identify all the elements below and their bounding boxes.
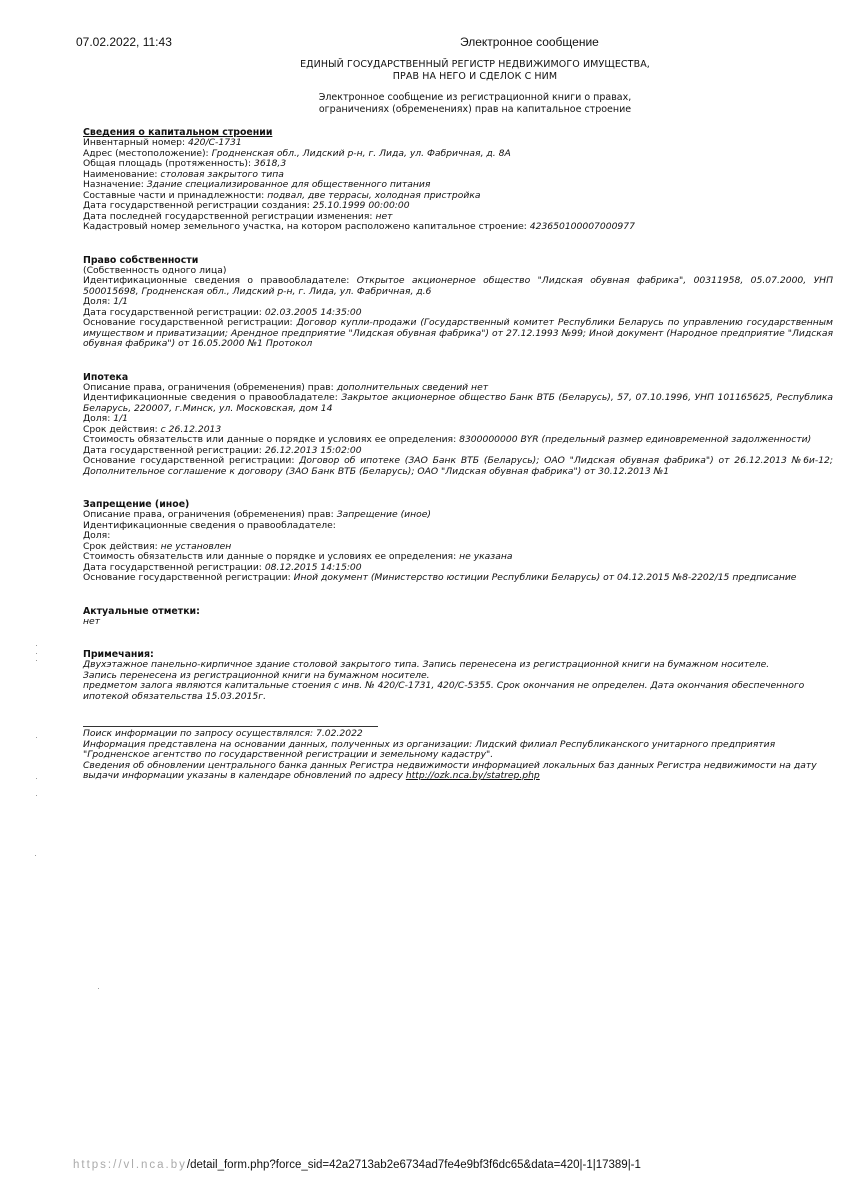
field-value: Открытое акционерное общество "Лидская обувная фабрика", 00311958, 05.07.2000, УНП 500015698, Гродненская обл., Лидский р-н, г. Лида, ул. Фабричная, д.6 — [83, 275, 833, 297]
section-mortgage — [83, 372, 833, 478]
field-row — [83, 456, 833, 477]
field-label: Назначение: — [83, 179, 147, 190]
field-value: подвал, две террасы, холодная пристройка — [267, 189, 481, 201]
field-value: не указана — [459, 551, 513, 562]
print-url-host: https://vl.nca.by — [73, 1159, 187, 1171]
statrep-link[interactable]: http://ozk.nca.by/statrep.php — [405, 770, 540, 781]
field-label: Кадастровый номер земельного участка, на котором расположено капитальное строение: — [83, 221, 530, 232]
field-list — [83, 138, 833, 233]
field-label: Основание государственной регистрации: — [83, 455, 300, 466]
section-heading: Сведения о капитальном строении — [83, 127, 273, 138]
footer-divider — [83, 726, 378, 727]
note-line: Двухэтажное панельно-кирпичное здание столовой закрытого типа. Запись перенесена из регистрационной книги на бумажном носителе. — [83, 659, 770, 670]
ownership-type: (Собственность одного лица) — [83, 264, 227, 276]
search-date: Поиск информации по запросу осуществлялся: 7.02.2022 — [83, 728, 363, 739]
print-datetime: 07.02.2022, 11:43 — [76, 35, 172, 49]
field-label: Инвентарный номер: — [83, 137, 188, 148]
field-label: Основание государственной регистрации: — [83, 317, 297, 328]
field-label: Дата государственной регистрации: — [83, 306, 265, 318]
field-row — [83, 521, 833, 532]
source-info: Информация представлена на основании данных, полученных из организации: Лидский филиал Республиканского унитарного предприятия "Гродненское агентство по государственной регистрации и земельному кадастру". — [83, 738, 776, 760]
field-value: дополнительных сведений нет — [336, 381, 489, 393]
field-label: Дата государственной регистрации создания: — [83, 200, 313, 211]
update-info — [83, 761, 833, 782]
section-heading: Запрещение (иное) — [83, 499, 190, 510]
field-value: Закрытое акционерное общество Банк ВТБ (Беларусь), 57, 07.10.1996, УНП 101165625, Республика Беларусь, 220007, г.Минск, ул. Московская, дом 14 — [83, 392, 833, 414]
field-label: Общая площадь (протяженность): — [83, 158, 255, 169]
field-value: 1/1 — [113, 296, 129, 307]
field-label: Срок действия: — [83, 540, 161, 552]
field-value: 1/1 — [113, 413, 129, 424]
document-title-line1: ЕДИНЫЙ ГОСУДАРСТВЕННЫЙ РЕГИСТР НЕДВИЖИМОГО ИМУЩЕСТВА, — [300, 59, 650, 70]
field-value: Гродненская обл., Лидский р-н, г. Лида, ул. Фабричная, д. 8А — [211, 147, 511, 159]
print-title: Электронное сообщение — [460, 35, 599, 49]
field-value: 08.12.2015 14:15:00 — [264, 561, 362, 573]
field-label: Идентификационные сведения о правообладателе: — [83, 275, 357, 286]
field-value: не установлен — [160, 540, 232, 552]
field-label: Составные части и принадлежности: — [83, 189, 268, 201]
field-label: Адрес (местоположение): — [83, 147, 212, 159]
print-url-path: /detail_form.php?force_sid=42a2713ab2e6734ad7fe4e9bf3f6dc65&data=420|-1|17389|-1 — [186, 1159, 641, 1171]
field-value: столовая закрытого типа — [160, 168, 284, 180]
field-value: Запрещение (иное) — [336, 509, 431, 520]
note-line: предметом залога являются капитальные стоения с инв. № 420/С-1731, 420/С-5355. Срок окончания не определен. Дата окончания обеспеченного ипотекой обязательства 15.03.2015г. — [83, 680, 805, 702]
field-label: Идентификационные сведения о правообладателе: — [83, 392, 342, 403]
field-label: Срок действия: — [83, 423, 161, 435]
field-value: с 26.12.2013 — [160, 423, 222, 435]
field-label: Доля: — [83, 530, 111, 541]
field-value: 420/С-1731 — [187, 137, 242, 148]
field-label: Дата государственной регистрации: — [83, 444, 265, 456]
section-prohibition — [83, 499, 833, 584]
field-label: Описание права, ограничения (обременения) прав: — [83, 509, 337, 520]
section-notes — [83, 649, 833, 702]
update-info-text: Сведения об обновлении центрального банка данных Регистра недвижимости информацией локальных баз данных Регистра недвижимости на дату выдачи информации указаны в календаре обновлений по адресу — [83, 759, 817, 781]
section-heading: Актуальные отметки: — [83, 605, 200, 617]
field-row — [83, 276, 833, 297]
field-list — [83, 276, 833, 350]
field-value: 02.03.2005 14:35:00 — [264, 306, 362, 318]
field-value: 3618,3 — [254, 158, 287, 169]
field-value: 8300000000 BYR (предельный размер единовременной задолженности) — [459, 434, 812, 445]
document-subtitle-line1: Электронное сообщение из регистрационной книги о правах, — [318, 92, 632, 103]
section-ownership — [83, 255, 833, 350]
field-label: Стоимость обязательств или данные о порядке и условиях ее определения: — [83, 434, 460, 445]
scan-speck — [36, 795, 37, 796]
field-label: Доля: — [83, 413, 114, 424]
field-label: Наименование: — [83, 168, 161, 180]
document-subtitle-line2: ограничениях (обременениях) прав на капитальное строение — [318, 104, 632, 115]
field-label: Основание государственной регистрации: — [83, 572, 294, 583]
field-value: Договор купли-продажи (Государственный комитет Республики Беларусь по управлению государственным имуществом и приватизации; Арендное предприятие "Лидская обувная фабрика") от 27.12.1993 №99; Иной документ (Народное предприятие "Лидская обувная фабрика") от 16.05.2000 №1 Протокол — [83, 317, 833, 349]
field-row — [83, 573, 833, 584]
scan-speck — [36, 645, 37, 646]
scan-speck — [35, 855, 36, 856]
field-value: нет — [375, 210, 393, 222]
field-row — [83, 393, 833, 414]
document-footer — [83, 726, 833, 782]
field-label: Дата последней государственной регистрации изменения: — [83, 210, 376, 222]
field-row — [83, 318, 833, 350]
scan-speck — [36, 737, 37, 738]
section-heading: Право собственности — [83, 254, 199, 266]
document-title-line2: ПРАВ НА НЕГО И СДЕЛОК С НИМ — [392, 71, 558, 82]
section-heading: Примечания: — [83, 649, 154, 660]
current-marks-value: нет — [83, 615, 101, 627]
field-list — [83, 510, 833, 584]
field-row — [83, 222, 833, 233]
scan-speck — [98, 988, 99, 989]
field-value: 25.10.1999 00:00:00 — [312, 200, 410, 211]
section-heading: Ипотека — [83, 371, 129, 383]
scan-speck — [36, 660, 37, 661]
field-label: Идентификационные сведения о правообладателе: — [83, 519, 336, 531]
section-current-marks — [83, 606, 833, 628]
field-label: Доля: — [83, 296, 114, 307]
document-subtitle — [250, 92, 700, 116]
field-label: Дата государственной регистрации: — [83, 561, 265, 573]
document-title — [250, 59, 700, 83]
print-footer-url — [73, 1159, 641, 1171]
field-label: Стоимость обязательств или данные о порядке и условиях ее определения: — [83, 551, 460, 562]
document-body — [83, 127, 833, 782]
field-value: 26.12.2013 15:02:00 — [264, 444, 362, 456]
field-value: Здание специализированное для общественного питания — [146, 179, 431, 190]
field-list — [83, 383, 833, 478]
field-label: Описание права, ограничения (обременения) прав: — [83, 381, 337, 393]
note-line: Запись перенесена из регистрационной книги на бумажном носителе. — [83, 669, 430, 681]
scan-speck — [36, 778, 37, 779]
field-value: 423650100007000977 — [529, 221, 635, 232]
field-value: Договор об ипотеке (ЗАО Банк ВТБ (Беларусь); ОАО "Лидская обувная фабрика") от 26.12.2013 №6и-12; Дополнительное соглашение к договору (ЗАО Банк ВТБ (Беларусь); ОАО "Лидская обувная фабрика") от 30.12.2013 №1 — [83, 455, 833, 477]
scan-speck — [36, 653, 37, 654]
field-value: Иной документ (Министерство юстиции Республики Беларусь) от 04.12.2015 №8-2202/15 предписание — [293, 572, 797, 583]
section-building — [83, 127, 833, 233]
